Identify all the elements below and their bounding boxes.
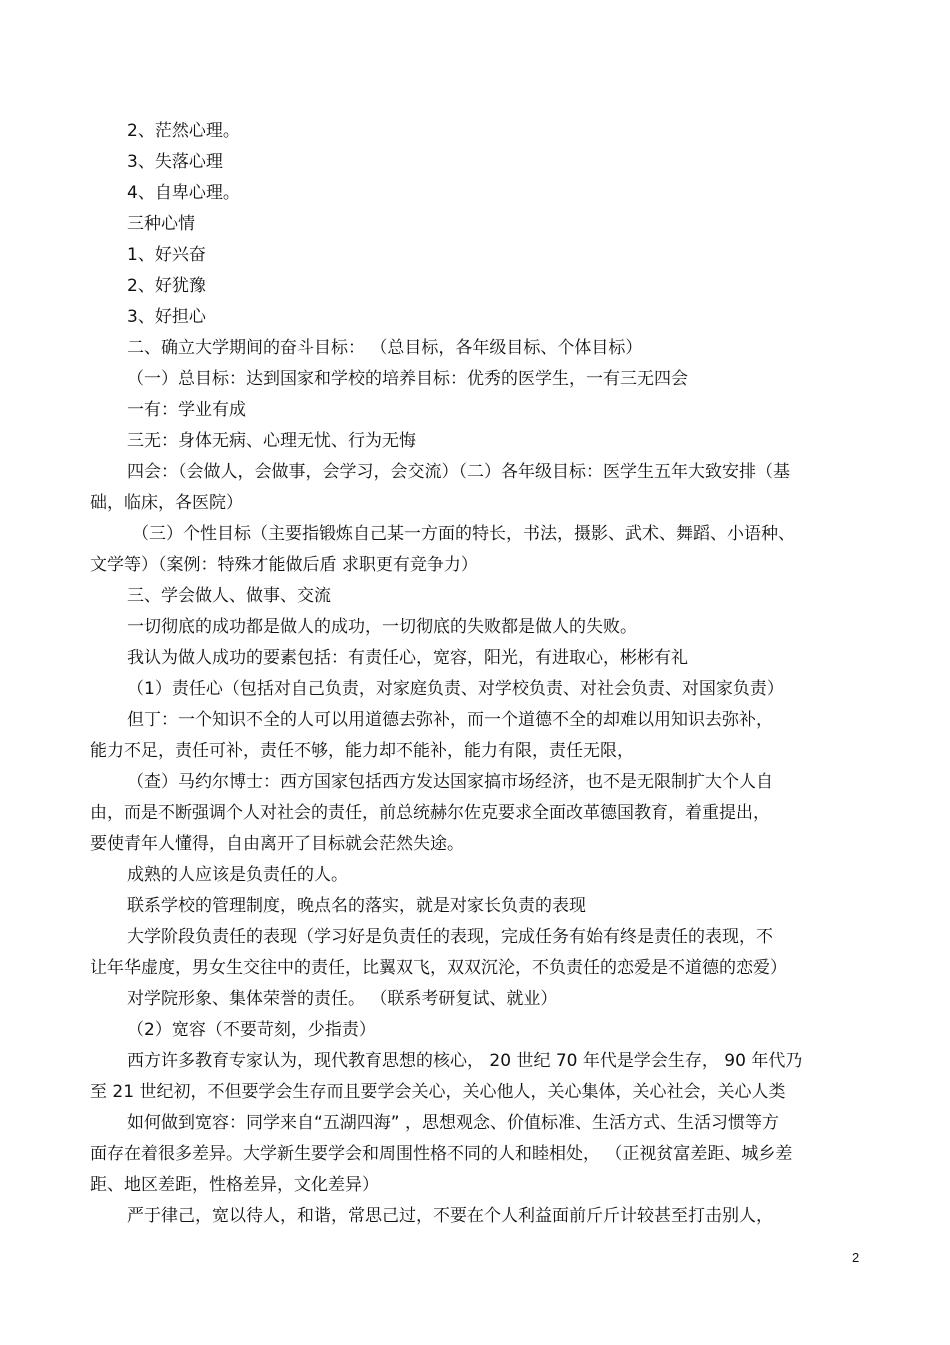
text-line: 2、好犹豫 (127, 276, 206, 296)
text-line: 距、地区差距，性格差异，文化差异） (90, 1175, 379, 1195)
text-line: 由，而是不断强调个人对社会的责任，前总统赫尔佐克要求全面改革德国教育，着重提出， (90, 803, 770, 823)
text-line: 成熟的人应该是负责任的人。 (127, 865, 348, 885)
text-line: 我认为做人成功的要素包括：有责任心，宽容，阳光，有进取心，彬彬有礼 (127, 648, 688, 668)
text-line: 三种心情 (127, 214, 195, 234)
document-body (90, 116, 860, 1232)
text-line: 但丁：一个知识不全的人可以用道德去弥补，而一个道德不全的却难以用知识去弥补， (127, 710, 773, 730)
text-line: 至 21 世纪初，不但要学会生存而且要学会关心，关心他人，关心集体，关心社会，关心人类 (90, 1082, 786, 1102)
text-line: 三无：身体无病、心理无忧、行为无悔 (127, 431, 416, 451)
text-line: （一）总目标：达到国家和学校的培养目标：优秀的医学生，一有三无四会 (127, 369, 688, 389)
text-line: 3、失落心理 (127, 152, 223, 172)
text-line: 3、好担心 (127, 307, 206, 327)
text-line: 4、自卑心理。 (127, 183, 240, 203)
text-line: 要使青年人懂得，自由离开了目标就会茫然失途。 (90, 834, 464, 854)
page-number: 2 (852, 1250, 860, 1265)
text-line: 对学院形象、集体荣誉的责任。 （联系考研复试、就业） (127, 989, 558, 1009)
text-line: 严于律己，宽以待人，和谐，常思己过，不要在个人利益面前斤斤计较甚至打击别人， (127, 1206, 773, 1226)
text-line: 能力不足，责任可补，责任不够，能力却不能补，能力有限，责任无限， (90, 741, 634, 761)
text-line: 一有：学业有成 (127, 400, 246, 420)
text-line: 文学等）（案例：特殊才能做后盾 求职更有竞争力） (90, 555, 478, 575)
text-line: 四会：（会做人，会做事，会学习，会交流）（二）各年级目标：医学生五年大致安排（基 (127, 462, 790, 482)
text-line: （三）个性目标（主要指锻炼自己某一方面的特长，书法，摄影、武术、舞蹈、小语种、 (132, 524, 795, 544)
text-line: 西方许多教育专家认为，现代教育思想的核心， 20 世纪 70 年代是学会生存， 90 年代乃 (127, 1051, 803, 1071)
text-line: 如何做到宽容：同学来自“五湖四海” ，思想观念、价值标准、生活方式、生活习惯等方 (127, 1113, 780, 1133)
text-line: 一切彻底的成功都是做人的成功，一切彻底的失败都是做人的失败。 (127, 617, 637, 637)
text-line: 1、好兴奋 (127, 245, 206, 265)
text-line: 础，临床，各医院） (90, 493, 243, 513)
text-line: 联系学校的管理制度，晚点名的落实，就是对家长负责的表现 (127, 896, 586, 916)
text-line: 大学阶段负责任的表现（学习好是负责任的表现，完成任务有始有终是责任的表现，不 (127, 927, 773, 947)
text-line: （2）宽容（不要苛刻，少指责） (127, 1020, 376, 1040)
text-line: 面存在着很多差异。大学新生要学会和周围性格不同的人和睦相处， （正视贫富差距、城乡差 (90, 1144, 793, 1164)
text-line: 2、茫然心理。 (127, 121, 240, 141)
text-line: 二、确立大学期间的奋斗目标： （总目标，各年级目标、个体目标） (127, 338, 643, 358)
text-line: 让年华虚度，男女生交往中的责任，比翼双飞，双双沉沦，不负责任的恋爱是不道德的恋爱） (90, 958, 787, 978)
text-line: 三、学会做人、做事、交流 (127, 586, 331, 606)
text-line: （查）马约尔博士：西方国家包括西方发达国家搞市场经济，也不是无限制扩大个人自 (127, 772, 773, 792)
text-line: （1）责任心（包括对自己负责，对家庭负责、对学校负责、对社会负责、对国家负责） (127, 679, 784, 699)
